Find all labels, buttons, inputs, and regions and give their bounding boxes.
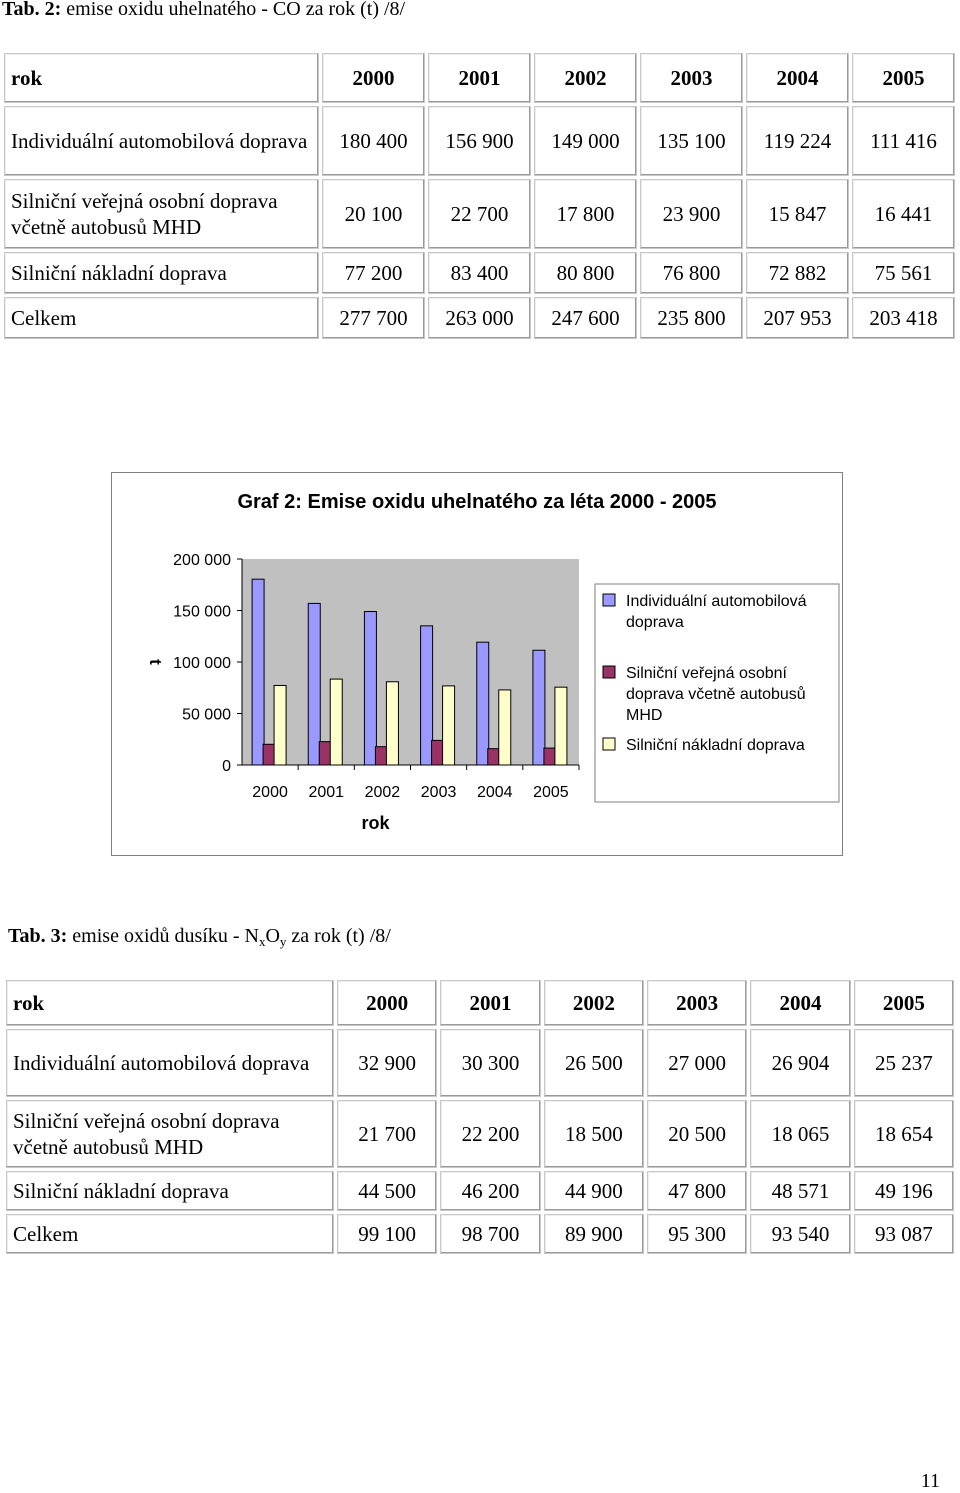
table-cell: 95 300 — [647, 1214, 747, 1254]
table-cell: 98 700 — [440, 1214, 540, 1254]
chart-title: Graf 2: Emise oxidu uhelnatého za léta 2000 - 2005 — [237, 491, 717, 513]
table3 — [3, 977, 957, 1257]
table-cell: 18 654 — [854, 1100, 954, 1168]
table3-caption-sub-y: y — [279, 934, 287, 949]
table-cell: 203 418 — [852, 297, 955, 339]
table-cell: 235 800 — [640, 297, 743, 339]
table-cell: 47 800 — [647, 1171, 747, 1211]
row-label: Individuální automobilová doprava — [6, 1029, 334, 1097]
table2-caption-label: Tab. 2: — [2, 0, 62, 20]
row-label: Silniční veřejná osobní doprava včetně autobusů MHD — [4, 179, 319, 249]
page-number: 11 — [920, 1470, 940, 1492]
table-header-row — [4, 53, 955, 103]
y-tick-label: 150 000 — [173, 603, 231, 621]
table-row — [6, 1029, 954, 1097]
bar — [432, 740, 444, 765]
table-cell: 32 900 — [337, 1029, 437, 1097]
x-tick-label: 2004 — [476, 784, 513, 801]
table-row — [4, 252, 955, 294]
table-cell: 75 561 — [852, 252, 955, 294]
table3-caption — [8, 925, 391, 950]
bar-chart — [112, 473, 842, 855]
table-cell: 20 500 — [647, 1100, 747, 1168]
header-cell: 2000 — [322, 53, 425, 103]
legend-swatch — [603, 594, 615, 606]
table-cell: 80 800 — [534, 252, 637, 294]
header-cell: 2004 — [746, 53, 849, 103]
chart-area — [111, 472, 843, 856]
legend-swatch — [603, 738, 615, 750]
legend-label: Silniční nákladní doprava — [626, 737, 805, 754]
bar — [386, 682, 398, 765]
row-label: Individuální automobilová doprava — [4, 106, 319, 176]
legend-label: Silniční veřejná osobní doprava včetně autobusů MHD — [626, 665, 806, 724]
table3-caption-mid: O — [265, 925, 280, 947]
table-cell: 72 882 — [746, 252, 849, 294]
header-cell: 2001 — [440, 980, 540, 1026]
row-label: Silniční nákladní doprava — [4, 252, 319, 294]
table-cell: 22 700 — [428, 179, 531, 249]
table-cell: 18 500 — [544, 1100, 644, 1168]
table-cell: 15 847 — [746, 179, 849, 249]
table-cell: 21 700 — [337, 1100, 437, 1168]
table2-caption — [2, 0, 405, 21]
x-axis-title: rok — [361, 813, 390, 833]
table-cell: 156 900 — [428, 106, 531, 176]
header-cell: 2000 — [337, 980, 437, 1026]
table-row — [4, 106, 955, 176]
bar — [319, 742, 331, 765]
table-cell: 76 800 — [640, 252, 743, 294]
bar — [330, 679, 342, 765]
x-tick-label: 2000 — [252, 784, 288, 801]
legend-label: Individuální automobilová doprava — [626, 593, 807, 631]
table-row — [4, 179, 955, 249]
table-cell: 48 571 — [750, 1171, 850, 1211]
header-cell: rok — [4, 53, 319, 103]
table-cell: 16 441 — [852, 179, 955, 249]
table-cell: 17 800 — [534, 179, 637, 249]
table-cell: 27 000 — [647, 1029, 747, 1097]
table-cell: 93 540 — [750, 1214, 850, 1254]
y-axis-title: t — [146, 659, 165, 665]
table-cell: 180 400 — [322, 106, 425, 176]
header-cell: 2002 — [544, 980, 644, 1026]
x-tick-label: 2003 — [420, 784, 457, 801]
table-cell: 18 065 — [750, 1100, 850, 1168]
table3-caption-tail: za rok (t) /8/ — [286, 925, 391, 947]
row-label: Celkem — [4, 297, 319, 339]
table-header-row — [6, 980, 954, 1026]
bar — [252, 579, 264, 765]
table-cell: 22 200 — [440, 1100, 540, 1168]
bar — [555, 687, 567, 765]
table-cell: 49 196 — [854, 1171, 954, 1211]
y-tick-label: 200 000 — [173, 552, 231, 569]
plot-background — [242, 559, 579, 765]
bar — [375, 747, 387, 765]
table-cell: 23 900 — [640, 179, 743, 249]
bar — [443, 686, 455, 765]
table-cell: 135 100 — [640, 106, 743, 176]
bar — [533, 650, 545, 765]
table-row — [4, 297, 955, 339]
y-tick-label: 100 000 — [173, 655, 231, 672]
bar — [499, 690, 511, 765]
row-label: Celkem — [6, 1214, 334, 1254]
table-cell: 44 900 — [544, 1171, 644, 1211]
header-cell: 2003 — [640, 53, 743, 103]
header-cell: 2004 — [750, 980, 850, 1026]
table-row — [6, 1214, 954, 1254]
table-cell: 111 416 — [852, 106, 955, 176]
table-cell: 277 700 — [322, 297, 425, 339]
header-cell: rok — [6, 980, 334, 1026]
table-cell: 46 200 — [440, 1171, 540, 1211]
x-tick-label: 2005 — [533, 784, 569, 801]
header-cell: 2001 — [428, 53, 531, 103]
table3-caption-label: Tab. 3: — [8, 925, 68, 947]
bar — [544, 748, 556, 765]
table-cell: 83 400 — [428, 252, 531, 294]
legend-swatch — [603, 666, 615, 678]
bar — [421, 626, 433, 765]
bar — [477, 642, 489, 765]
bar — [274, 685, 286, 765]
table-cell: 26 500 — [544, 1029, 644, 1097]
table-cell: 25 237 — [854, 1029, 954, 1097]
bar — [488, 749, 500, 765]
table-cell: 99 100 — [337, 1214, 437, 1254]
table-cell: 149 000 — [534, 106, 637, 176]
bar — [364, 612, 376, 765]
header-cell: 2003 — [647, 980, 747, 1026]
bar — [263, 744, 275, 765]
table-cell: 119 224 — [746, 106, 849, 176]
header-cell: 2005 — [854, 980, 954, 1026]
table2 — [1, 50, 958, 342]
table-row — [6, 1100, 954, 1168]
header-cell: 2005 — [852, 53, 955, 103]
bar — [308, 603, 320, 765]
table-cell: 89 900 — [544, 1214, 644, 1254]
x-tick-label: 2002 — [364, 784, 401, 801]
y-tick-label: 50 000 — [182, 706, 231, 724]
table-cell: 44 500 — [337, 1171, 437, 1211]
table-cell: 263 000 — [428, 297, 531, 339]
x-tick-label: 2001 — [308, 784, 345, 801]
table-cell: 207 953 — [746, 297, 849, 339]
table-cell: 20 100 — [322, 179, 425, 249]
table-cell: 30 300 — [440, 1029, 540, 1097]
table3-caption-sub-x: x — [258, 934, 266, 949]
table-cell: 247 600 — [534, 297, 637, 339]
y-tick-label: 0 — [222, 758, 231, 775]
table-cell: 26 904 — [750, 1029, 850, 1097]
table2-caption-text: emise oxidu uhelnatého - CO za rok (t) /8/ — [61, 0, 406, 20]
row-label: Silniční veřejná osobní doprava včetně autobusů MHD — [6, 1100, 334, 1168]
row-label: Silniční nákladní doprava — [6, 1171, 334, 1211]
table3-caption-text: emise oxidů dusíku - N — [67, 925, 259, 947]
header-cell: 2002 — [534, 53, 637, 103]
table-cell: 93 087 — [854, 1214, 954, 1254]
table-row — [6, 1171, 954, 1211]
table-cell: 77 200 — [322, 252, 425, 294]
